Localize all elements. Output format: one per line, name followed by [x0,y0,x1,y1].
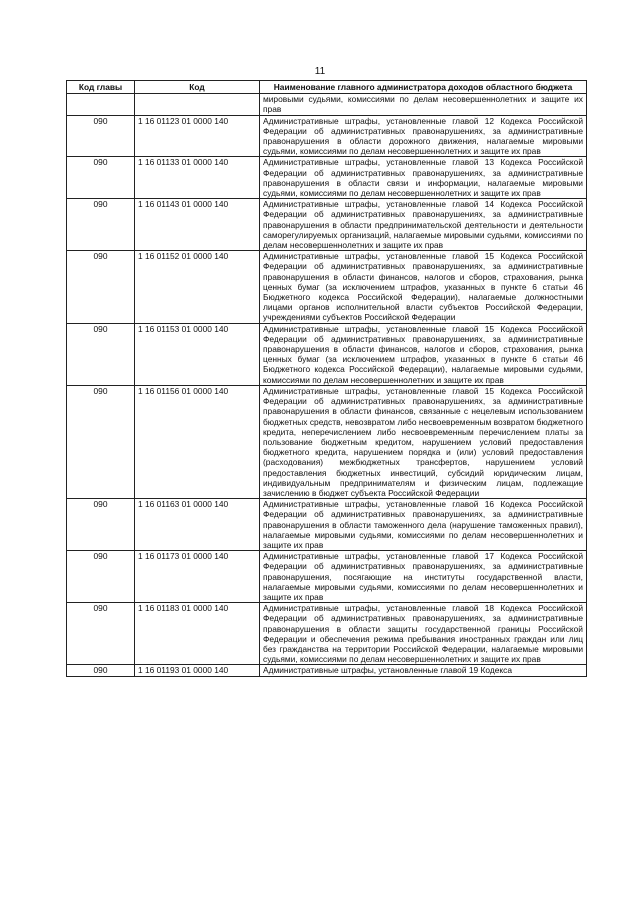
table-row-continuation [67,94,587,115]
cell-chapter: 090 [67,199,135,251]
cell-chapter: 090 [67,157,135,199]
cell-code: 1 16 01183 01 0000 140 [135,603,260,665]
cell-code: 1 16 01133 01 0000 140 [135,157,260,199]
table-row [67,251,587,323]
cell-name: Административные штрафы, установленные главой 17 Кодекса Российской Федерации об административных правонарушениях, за административные правонарушения, посягающие на институты государственной власти, налагаемые мировыми судьями, комиссиями по делам несовершеннолетних и защите их прав [260,551,587,603]
cell-code: 1 16 01163 01 0000 140 [135,499,260,551]
cell-name: Административные штрафы, установленные главой 15 Кодекса Российской Федерации об административных правонарушениях, за административные правонарушения в области финансов, связанные с нецелевым использованием бюджетных средств, невозвратом либо несвоевременным возвратом бюджетного кредита, неперечислением либо несвоевременным перечислением платы за пользование бюджетным кредитом, нарушением условий предоставления бюджетного кредита, нарушением порядка и (или) условий предоставления (расходования) межбюджетных трансфертов, нарушением условий предоставления бюджетных инвестиций, субсидий юридическим лицам, индивидуальным предпринимателям и физическим лицам, подлежащие зачислению в бюджет субъекта Российской Федерации [260,385,587,498]
table-row [67,157,587,199]
cell-code: 1 16 01152 01 0000 140 [135,251,260,323]
table-row [67,603,587,665]
cell-code: 1 16 01153 01 0000 140 [135,323,260,385]
table-row [67,323,587,385]
header-code: Код [135,81,260,94]
cell-name: Административные штрафы, установленные главой 15 Кодекса Российской Федерации об административных правонарушениях, за административные правонарушения в области финансов, налогов и сборов, страхования, рынка ценных бумаг (за исключением штрафов, указанных в пункте 6 статьи 46 Бюджетного кодекса Российской Федерации), налагаемые должностными лицами органов исполнительной власти субъектов Российской Федерации, учреждениями субъектов Российской Федерации [260,251,587,323]
table-row [67,115,587,157]
cell-name: Административные штрафы, установленные главой 18 Кодекса Российской Федерации об административных правонарушениях, за административные правонарушения в области защиты государственной границы Российской Федерации и обеспечения режима пребывания иностранных граждан или лиц без гражданства на территории Российской Федерации, налагаемые мировыми судьями, комиссиями по делам несовершеннолетних и защите их прав [260,603,587,665]
cell-chapter: 090 [67,323,135,385]
cell-code: 1 16 01156 01 0000 140 [135,385,260,498]
cell-chapter: 090 [67,551,135,603]
page-number: 11 [314,66,326,77]
cell-name: Административные штрафы, установленные главой 19 Кодекса [260,665,587,676]
revenue-codes-table [66,80,587,677]
table-row [67,499,587,551]
cell-code [135,94,260,115]
table-row [67,665,587,676]
cell-code: 1 16 01123 01 0000 140 [135,115,260,157]
cell-name: Административные штрафы, установленные главой 15 Кодекса Российской Федерации об административных правонарушениях, за административные правонарушения в области финансов, налогов и сборов, страхования, рынка ценных бумаг (за исключением штрафов, указанных в пункте 6 статьи 46 Бюджетного кодекса Российской Федерации), налагаемые мировыми судьями, комиссиями по делам несовершеннолетних и защите их прав [260,323,587,385]
cell-code: 1 16 01143 01 0000 140 [135,199,260,251]
cell-chapter: 090 [67,251,135,323]
header-chapter-code: Код главы [67,81,135,94]
cell-name: Административные штрафы, установленные главой 12 Кодекса Российской Федерации об административных правонарушениях, за административные правонарушения в области дорожного движения, налагаемые мировыми судьями, комиссиями по делам несовершеннолетних и защите их прав [260,115,587,157]
header-name: Наименование главного администратора доходов областного бюджета [260,81,587,94]
cell-name: Административные штрафы, установленные главой 16 Кодекса Российской Федерации об административных правонарушениях, за административные правонарушения в области таможенного дела (нарушение таможенных правил), налагаемые мировыми судьями, комиссиями по делам несовершеннолетних и защите их прав [260,499,587,551]
table-row [67,551,587,603]
cell-chapter [67,94,135,115]
table-header-row [67,81,587,94]
cell-chapter: 090 [67,499,135,551]
table-row [67,385,587,498]
cell-chapter: 090 [67,665,135,676]
table-body [67,94,587,676]
cell-chapter: 090 [67,385,135,498]
cell-chapter: 090 [67,603,135,665]
table-row [67,199,587,251]
cell-code: 1 16 01173 01 0000 140 [135,551,260,603]
cell-chapter: 090 [67,115,135,157]
cell-name: Административные штрафы, установленные главой 13 Кодекса Российской Федерации об административных правонарушениях, за административные правонарушения в области связи и информации, налагаемые мировыми судьями, комиссиями по делам несовершеннолетних и защите их прав [260,157,587,199]
cell-code: 1 16 01193 01 0000 140 [135,665,260,676]
cell-name: Административные штрафы, установленные главой 14 Кодекса Российской Федерации об административных правонарушениях, за административные правонарушения в области предпринимательской деятельности и деятельности саморегулируемых организаций, налагаемые мировыми судьями, комиссиями по делам несовершеннолетних и защите их прав [260,199,587,251]
cell-name: мировыми судьями, комиссиями по делам несовершеннолетних и защите их прав [260,94,587,115]
